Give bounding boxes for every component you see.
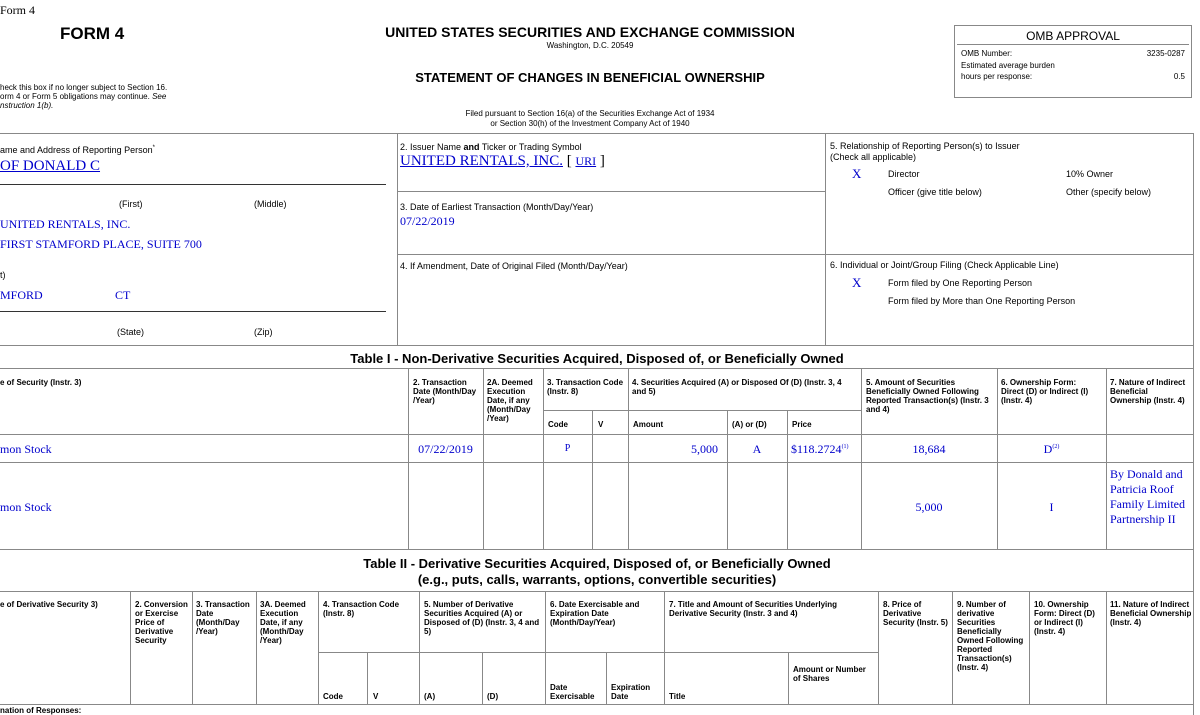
director-label: Director	[888, 169, 920, 179]
check-box-note: heck this box if no longer subject to Section 16. orm 4 or Form 5 obligations may continue. See nstruction 1(b).	[0, 83, 168, 110]
t2-sub-v: V	[373, 692, 379, 701]
t1-row2-form: I	[1049, 500, 1054, 514]
state-label: (State)	[117, 327, 145, 337]
state: CT	[115, 288, 131, 302]
box3-label: 3. Date of Earliest Transaction (Month/Day/Year)	[400, 202, 594, 212]
ticker-link[interactable]: URI	[575, 154, 597, 168]
t2-sub-a: (A)	[424, 692, 436, 701]
burden-label: Estimated average burden	[961, 61, 1055, 70]
address-line-1: UNITED RENTALS, INC.	[0, 217, 131, 231]
t2-sub-d: (D)	[487, 692, 499, 701]
omb-approval-box	[954, 25, 1192, 98]
street-label: t)	[0, 270, 6, 280]
t2-sub-amount-shares: Amount or Number of Shares	[793, 665, 866, 683]
one-person-check[interactable]: X	[852, 275, 862, 290]
box1-label: ame and Address of Reporting Person*	[0, 145, 155, 155]
ten-percent-label: 10% Owner	[1066, 169, 1114, 179]
t2-col-number: 5. Number of Derivative Securities Acquired (A) or Disposed of (D) (Instr. 3, 4 and 5)	[424, 600, 540, 636]
t2-sub-expiration: Expiration Date	[611, 683, 651, 701]
t2-col-nature: 11. Nature of Indirect Beneficial Ownership (Instr. 4)	[1110, 600, 1192, 627]
t1-sub-price: Price	[792, 420, 812, 429]
t1-col-code: 3. Transaction Code (Instr. 8)	[547, 378, 624, 396]
table2-title-1: Table II - Derivative Securities Acquired, Disposed of, or Beneficially Owned	[363, 556, 831, 571]
t2-sub-date-exercisable: Date Exercisable	[550, 683, 595, 701]
omb-title: OMB APPROVAL	[957, 28, 1189, 45]
more-persons-label: Form filed by More than One Reporting Person	[888, 296, 1076, 306]
t1-row1-price: $118.2724$^{(1)}$	[791, 442, 849, 456]
address-line-2: FIRST STAMFORD PLACE, SUITE 700	[0, 237, 202, 251]
other-label: Other (specify below)	[1066, 187, 1152, 197]
box2-label: 2. Issuer Name and Ticker or Trading Symbol	[400, 142, 582, 152]
t1-col-nature: 7. Nature of Indirect Beneficial Ownership (Instr. 4)	[1110, 378, 1186, 405]
filed-pursuant-1: Filed pursuant to Section 16(a) of the Securities Exchange Act of 1934	[465, 109, 715, 118]
t1-col-owned: 5. Amount of Securities Beneficially Owned Following Reported Transaction(s) (Instr. 3 and 4)	[866, 378, 989, 414]
t2-col-date: 3. Transaction Date (Month/Day /Year)	[196, 600, 250, 636]
t1-row2-owned: 5,000	[915, 500, 943, 514]
form-title: FORM 4	[60, 24, 125, 43]
t1-col-deemed: 2A. Deemed Execution Date, if any (Month/Day /Year)	[487, 378, 533, 423]
hours-label: hours per response:	[961, 72, 1033, 81]
agency-name: UNITED STATES SECURITIES AND EXCHANGE COMMISSION	[385, 24, 795, 40]
t2-col-exercisable: 6. Date Exercisable and Expiration Date (Month/Day/Year)	[550, 600, 640, 627]
t1-col-acquired: 4. Securities Acquired (A) or Disposed Of (D) (Instr. 3, 4 and 5)	[632, 378, 842, 396]
box6-label: 6. Individual or Joint/Group Filing (Check Applicable Line)	[830, 260, 1059, 270]
t1-row2-security: mon Stock	[0, 500, 52, 514]
t1-col-form: 6. Ownership Form: Direct (D) or Indirect (I) (Instr. 4)	[1001, 378, 1089, 405]
t1-row1-date: 07/22/2019	[418, 442, 473, 456]
t2-col-deemed: 3A. Deemed Execution Date, if any (Month/Day /Year)	[260, 600, 306, 645]
zip-label: (Zip)	[254, 327, 273, 337]
t2-sub-code: Code	[323, 692, 343, 701]
box5-label-2: (Check all applicable)	[830, 152, 917, 162]
explanation-of-responses: nation of Responses:	[0, 706, 82, 715]
city: MFORD	[0, 288, 43, 302]
t2-col-conversion: 2. Conversion or Exercise Price of Derivative Security	[135, 600, 188, 645]
t2-col-derivative-owned: 9. Number of derivative Securities Beneficially Owned Following Reported Transaction(s) (Instr. 4)	[957, 600, 1024, 672]
t1-row1-form: $D^{(2)}$	[1043, 442, 1060, 456]
t2-col-price: 8. Price of Derivative Security (Instr. 5)	[883, 600, 948, 627]
reporting-person-name[interactable]: OF DONALD C	[0, 158, 101, 174]
form-label: Form 4	[0, 3, 36, 17]
statement-title: STATEMENT OF CHANGES IN BENEFICIAL OWNERSHIP	[415, 70, 765, 85]
t2-col-code: 4. Transaction Code (Instr. 8)	[323, 600, 400, 618]
t1-row1-code: P	[564, 443, 571, 454]
omb-number-label: OMB Number:	[961, 49, 1013, 58]
hours-value: 0.5	[1173, 72, 1185, 81]
box4-label: 4. If Amendment, Date of Original Filed (Month/Day/Year)	[400, 261, 628, 271]
t1-row1-security: mon Stock	[0, 442, 52, 456]
t1-row2-nature: By Donald and Patricia Roof Family Limited Partnership II	[1110, 467, 1185, 526]
t1-sub-code: Code	[548, 420, 568, 429]
t1-row1-owned: 18,684	[912, 442, 946, 456]
t1-row1-aord: A	[752, 442, 762, 456]
t1-sub-v: V	[598, 420, 604, 429]
t2-col-form: 10. Ownership Form: Direct (D) or Indirect (I) (Instr. 4)	[1034, 600, 1095, 636]
t2-col-security: e of Derivative Security 3)	[0, 600, 98, 609]
t2-sub-title: Title	[669, 692, 686, 701]
director-check[interactable]: X	[852, 166, 862, 181]
one-person-label: Form filed by One Reporting Person	[888, 278, 1033, 288]
issuer-symbol: UNITED RENTALS, INC. [ URI ]	[400, 153, 605, 169]
t1-col-date: 2. Transaction Date (Month/Day /Year)	[413, 378, 477, 405]
t1-col-security: e of Security (Instr. 3)	[0, 378, 82, 387]
box5-label-1: 5. Relationship of Reporting Person(s) to Issuer	[830, 141, 1020, 151]
t1-row1-amount: 5,000	[691, 442, 718, 456]
table1-title: Table I - Non-Derivative Securities Acquired, Disposed of, or Beneficially Owned	[350, 351, 844, 366]
table2-title-2: (e.g., puts, calls, warrants, options, convertible securities)	[417, 572, 777, 587]
first-label: (First)	[119, 199, 143, 209]
agency-location: Washington, D.C. 20549	[546, 41, 634, 50]
t1-sub-amount: Amount	[633, 420, 664, 429]
officer-label: Officer (give title below)	[888, 187, 982, 197]
middle-label: (Middle)	[254, 199, 287, 209]
earliest-transaction-date: 07/22/2019	[400, 214, 455, 228]
t1-sub-aord: (A) or (D)	[732, 420, 767, 429]
t2-col-title-amount: 7. Title and Amount of Securities Underlying Derivative Security (Instr. 3 and 4)	[669, 600, 838, 618]
omb-number-value: 3235-0287	[1146, 49, 1185, 58]
issuer-name-link[interactable]: UNITED RENTALS, INC.	[400, 153, 563, 169]
filed-pursuant-2: or Section 30(h) of the Investment Company Act of 1940	[490, 119, 690, 128]
